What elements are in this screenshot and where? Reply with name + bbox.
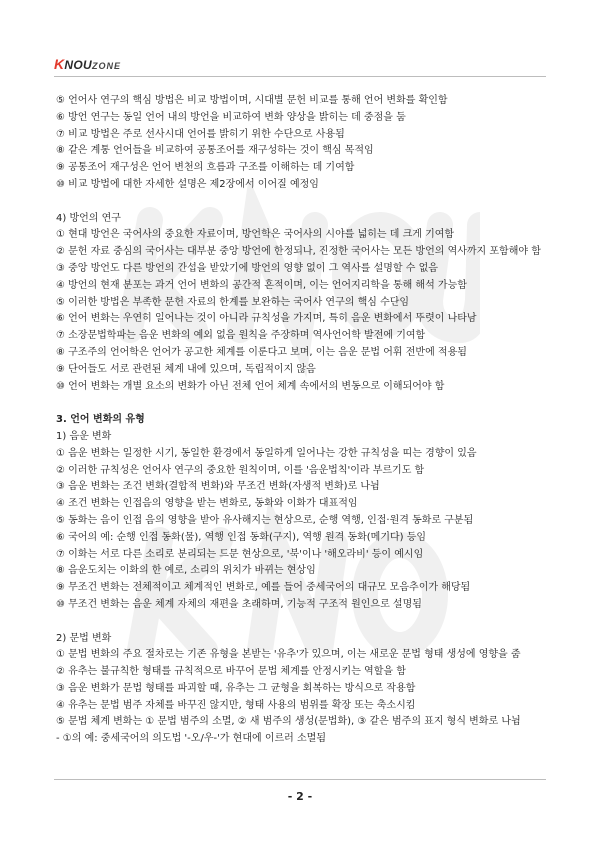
list-item: ④ 조건 변화는 인접음의 영향을 받는 변화로, 동화와 이화가 대표적임 [56,498,358,510]
list-item: ④ 방언의 현재 분포는 과거 언어 변화의 공간적 흔적이며, 이는 언어지리학을 통해 해석 가능함 [56,279,467,291]
list-item: ⑥ 방언 연구는 동일 언어 내의 방언을 비교하여 변화 양상을 밝히는 데 중점을 둠 [56,111,406,123]
list-item: ⑨ 무조건 변화는 전체적이고 체계적인 변화로, 예를 들어 중세국어의 대규모 모음추이가 해당됨 [56,582,471,594]
list-item: ④ 유추는 문법 범주 자체를 바꾸진 않지만, 형태 사용의 범위를 확장 또는 축소시킴 [56,699,416,711]
list-item: ② 이러한 규칙성은 언어사 연구의 중요한 원칙이며, 이를 '음운법칙'이라 부르기도 함 [56,464,425,476]
list-item: ⑩ 언어 변화는 개별 요소의 변화가 아닌 전체 언어 체계 속에서의 변동으로 이해되어야 함 [56,380,445,392]
list-item: ③ 음운 변화가 문법 형태를 파괴할 때, 유추는 그 균형을 회복하는 방식으로 작용함 [56,682,416,694]
knouzone-logo: KNOUZONE [54,56,122,72]
list-item: ⑦ 이화는 서로 다른 소리로 분리되는 드문 현상으로, '북'이나 '해오라비' 등이 예시임 [56,548,424,560]
list-item: ⑧ 같은 계통 언어들을 비교하여 공통조어를 재구성하는 것이 핵심 목적임 [56,145,374,157]
list-item: ⑩ 무조건 변화는 음운 체계 자체의 재편을 초래하며, 기능적 구조적 원인으로 설명됨 [56,598,422,610]
list-item: ⑥ 언어 변화는 우연히 일어나는 것이 아니라 규칙성을 가지며, 특히 음운 변화에서 뚜렷이 나타남 [56,313,477,325]
section-heading: 1) 음운 변화 [56,430,112,442]
chapter-heading: 3. 언어 변화의 유형 [56,414,145,426]
document-body [56,93,544,748]
list-item: ⑤ 동화는 음이 인접 음의 영향을 받아 유사해지는 현상으로, 순행 역행, 인접·원격 동화로 구분됨 [56,514,474,526]
page-number: - 2 - [287,790,313,803]
list-item: ③ 음운 변화는 조건 변화(결합적 변화)와 무조건 변화(자생적 변화)로 나뉨 [56,481,380,493]
list-item: - ①의 예: 중세국어의 의도법 '-오/우-'가 현대에 이르러 소멸됨 [56,733,326,745]
list-item: ② 유추는 불규칙한 형태를 규칙적으로 바꾸어 문법 체계를 안정시키는 역할을 함 [56,666,406,678]
list-item: ⑩ 비교 방법에 대한 자세한 설명은 제2장에서 이어질 예정임 [56,178,319,190]
list-item: ⑦ 비교 방법은 주로 선사시대 언어를 밝히기 위한 수단으로 사용됨 [56,128,345,140]
list-item: ① 문법 변화의 주요 절차로는 기존 유형을 본받는 '유추'가 있으며, 이는 새로운 문법 형태 생성에 영향을 줌 [56,649,521,661]
header-divider [54,76,546,77]
list-item: ⑨ 단어들도 서로 관련된 체계 내에 있으며, 독립적이지 않음 [56,363,316,375]
list-item: ⑤ 언어사 연구의 핵심 방법은 비교 방법이며, 시대별 문헌 비교를 통해 언어 변화를 확인함 [56,95,448,106]
list-item: ⑤ 문법 체계 변화는 ① 문법 범주의 소멸, ② 새 범주의 생성(문법화), ③ 같은 범주의 표지 형식 변화로 나뉨 [56,716,521,728]
footer-divider [54,779,546,780]
list-item: ③ 중앙 방언도 다른 방언의 간섭을 받았기에 방언의 영향 없이 그 역사를 설명할 수 없음 [56,262,438,274]
list-item: ⑧ 구조주의 언어학은 언어가 공고한 체계를 이룬다고 보며, 이는 음운 문법 어휘 전반에 적용됨 [56,346,467,358]
list-item: ② 문헌 자료 중심의 국어사는 대부분 중앙 방언에 한정되나, 진정한 국어사는 모든 방언의 역사까지 포함해야 함 [56,246,541,258]
list-item: ⑤ 이러한 방법은 부족한 문헌 자료의 한계를 보완하는 국어사 연구의 핵심 수단임 [56,296,410,308]
list-item: ⑥ 국어의 예: 순행 인접 동화(물), 역행 인접 동화(구지), 역행 원격 동화(메기다) 등임 [56,531,427,543]
list-item: ① 음운 변화는 일정한 시기, 동일한 환경에서 동일하게 일어나는 강한 규칙성을 띠는 경향이 있음 [56,447,477,459]
list-item: ⑨ 공통조어 재구성은 언어 변천의 흐름과 구조를 이해하는 데 기여함 [56,162,355,174]
section-heading: 2) 문법 변화 [56,632,112,644]
list-item: ⑦ 소장문법학파는 음운 변화의 예외 없음 원칙을 주장하며 역사언어학 발전에 기여함 [56,330,426,342]
list-item: ⑧ 음운도치는 이화의 한 예로, 소리의 위치가 바뀌는 현상임 [56,565,316,577]
section-heading: 4) 방언의 연구 [56,212,121,224]
list-item: ① 현대 방언은 국어사의 중요한 자료이며, 방언학은 국어사의 시야를 넓히는 데 크게 기여함 [56,229,455,241]
